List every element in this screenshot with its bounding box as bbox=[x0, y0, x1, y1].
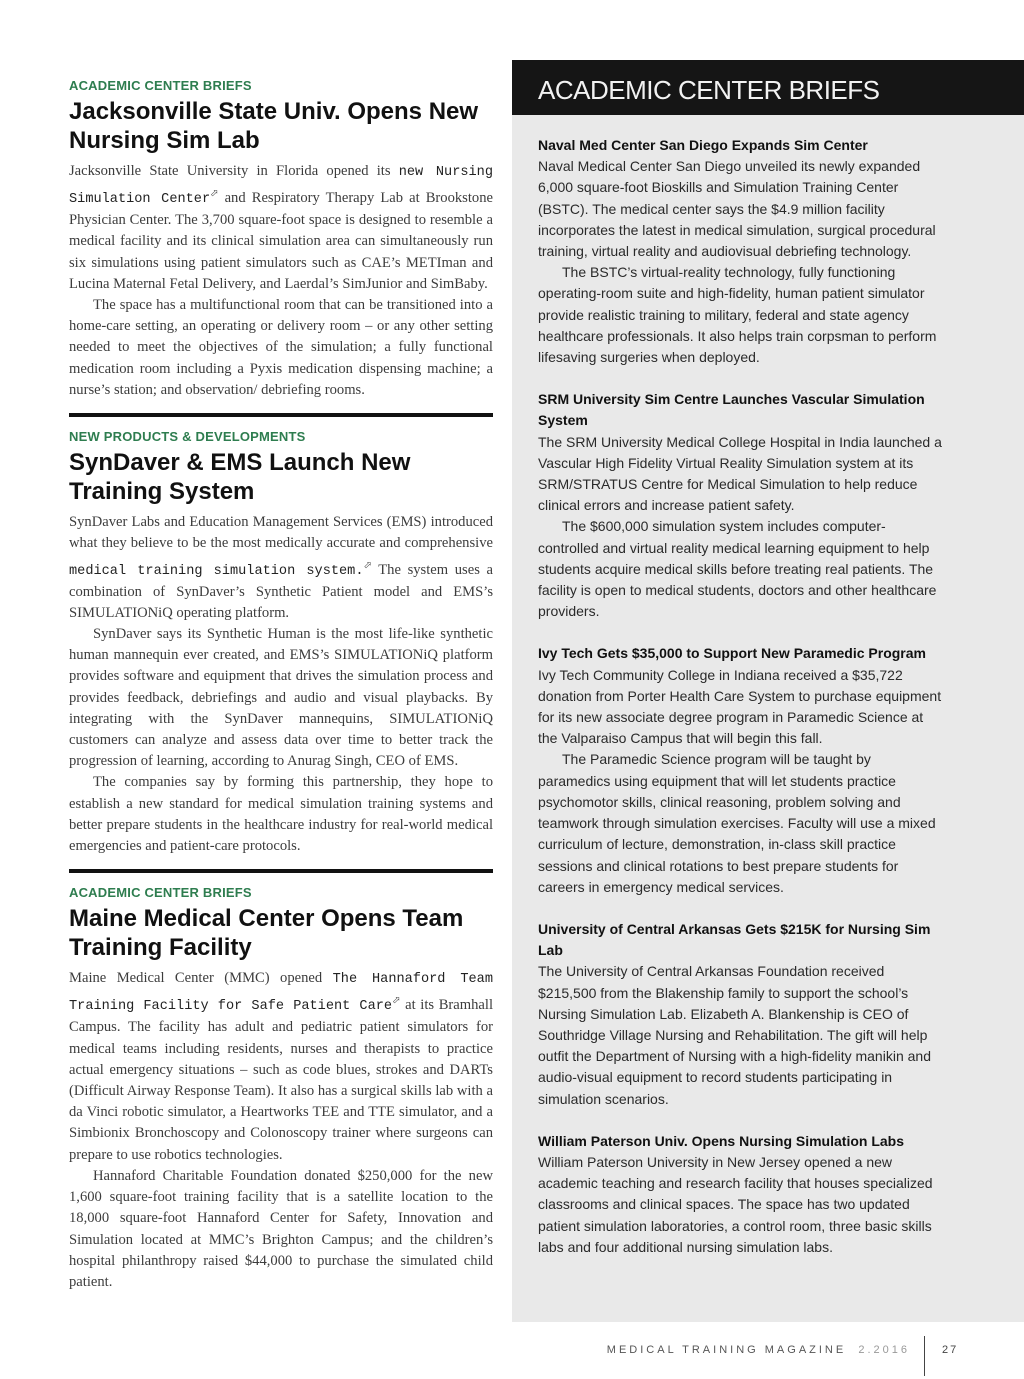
external-link-icon[interactable]: ⬀ bbox=[392, 995, 401, 1007]
article-headline: SynDaver & EMS Launch New Training System bbox=[69, 449, 411, 506]
article-syndaver bbox=[69, 429, 493, 857]
magazine-credit bbox=[607, 1344, 910, 1356]
page-number: 27 bbox=[942, 1344, 959, 1356]
brief-paragraph: The BSTC’s virtual-reality technology, fully functioning operating-room suite and high-fidelity, human patient simulator provide realistic training to military, federal and state agency healthcare professionals. It also helps train corpsman to perform lifesaving surgeries when deployed. bbox=[538, 264, 937, 366]
brief-item bbox=[538, 389, 942, 622]
article-maine-medical bbox=[69, 885, 493, 1293]
section-divider bbox=[69, 413, 493, 417]
magazine-name: MEDICAL TRAINING MAGAZINE bbox=[606, 1344, 847, 1356]
brief-paragraph: William Paterson University in New Jersey opened a new academic teaching and research facility that houses specialized classrooms and clinical spaces. The space has two updated patient simulation laboratories, a control room, three basic skills labs and four additional nursing simulation labs. bbox=[538, 1153, 933, 1255]
brief-title: SRM University Sim Centre Launches Vascular Simulation System bbox=[538, 391, 925, 429]
brief-title: Naval Med Center San Diego Expands Sim Center bbox=[538, 137, 868, 153]
external-link-icon[interactable]: ⬀ bbox=[363, 559, 372, 571]
external-link-icon[interactable]: ⬀ bbox=[210, 188, 219, 200]
article-paragraph: Jacksonville State University in Florida opened its new Nursing Simulation Center⬀ and Respiratory Therapy Lab at Brookstone Physician Center. The 3,700 square-foot space is designed to resemble a medical facility and its clinical simulation area can simultaneously run six simulations using patient simulators such as CAE’s METIman and Lucina Maternal Fetal Delivery, and Laerdal’s SimJunior and SimBaby. bbox=[69, 163, 493, 292]
section-divider bbox=[69, 869, 493, 873]
brief-list bbox=[512, 115, 1024, 1258]
article-jacksonville bbox=[69, 78, 493, 401]
brief-title: University of Central Arkansas Gets $215K for Nursing Sim Lab bbox=[538, 920, 931, 959]
brief-paragraph: The University of Central Arkansas Foundation received $215,500 from the Blakenship family to support the school’s Nursing Simulation Lab. Elizabeth A. Blankenship is CEO of Southridge Village Nursing and Rehabilitation. The gift will help outfit the Department of Nursing with a high-fidelity manikin and audio-visual equipment to record students participating in simulation scenarios. bbox=[538, 963, 931, 1107]
brief-paragraph: Naval Medical Center San Diego unveiled its newly expanded 6,000 square-foot Bioskills and Simulation Training Center (BSTC). The medical center says the $4.9 million facility incorporates the latest in medical simulation, surgical procedural training, virtual reality and audiovisual debriefing technology. bbox=[538, 158, 936, 260]
brief-item bbox=[538, 919, 942, 1110]
brief-paragraph: Ivy Tech Community College in Indiana received a $35,722 donation from Porter Health Care System to purchase equipment for its new associate degree program in Paramedic Science at the Valparaiso Campus that will begin this fall. bbox=[538, 666, 942, 747]
article-headline: Jacksonville State Univ. Opens New Nursing Sim Lab bbox=[69, 98, 479, 154]
hannaford-facility-link[interactable]: The Hannaford Team Training Facility for Safe Patient Care bbox=[69, 972, 493, 1015]
article-paragraph: Hannaford Charitable Foundation donated $250,000 for the new 1,600 square-foot training facility that is a satellite location to the 18,000 square-foot Hannaford Center for Safety, Innovation and Simulation located at MMC’s Brighton Campus; and the children’s hospital philanthropy raised $44,000 to purchase the simulated child patient. bbox=[69, 1167, 493, 1290]
article-paragraph: The companies say by forming this partnership, they hope to establish a new standard for medical simulation training systems and better prepare students in the healthcare industry for real-world medical emergencies and patient-care protocols. bbox=[69, 774, 493, 854]
briefs-sidebar bbox=[512, 60, 1024, 1322]
section-kicker: ACADEMIC CENTER BRIEFS bbox=[69, 78, 252, 93]
brief-item bbox=[538, 1131, 942, 1258]
brief-title: William Paterson Univ. Opens Nursing Simulation Labs bbox=[538, 1132, 905, 1149]
article-paragraph: SynDaver Labs and Education Management Services (EMS) introduced what they believe to be the most medically accurate and comprehensive medical training simulation system.⬀ The system uses a combination of SynDaver’s Synthetic Patient model and EMS’s SIMULATIONiQ operating platform. bbox=[69, 514, 493, 621]
nursing-simulation-center-link[interactable]: new Nursing Simulation Center bbox=[69, 165, 493, 208]
medical-training-simulation-system-link[interactable]: medical training simulation system. bbox=[69, 563, 364, 579]
brief-paragraph: The SRM University Medical College Hospital in India launched a Vascular High Fidelity Virtual Reality Simulation system at its SRM/STRATUS Centre for Medical Simulation to help reduce clinical errors and increase patient safety. bbox=[538, 433, 942, 514]
section-kicker: NEW PRODUCTS & DEVELOPMENTS bbox=[69, 429, 306, 445]
brief-title: Ivy Tech Gets $35,000 to Support New Paramedic Program bbox=[538, 645, 926, 662]
left-column bbox=[69, 78, 493, 1293]
article-paragraph: Maine Medical Center (MMC) opened The Hannaford Team Training Facility for Safe Patient Care⬀ at its Bramhall Campus. The facility has adult and pediatric patient simulators for medical teams including residents, nurses and therapists to practice actual emergency situations – such as code blues, strokes and DARTs (Difficult Airway Response Team). It also has a surgical skills lab with a da Vinci robotic simulator, a Heartworks TEE and TTE simulator, and a Simbionix Bronchoscopy and Colonoscopy trainer where surgeons can prepare to use robotics technologies. bbox=[69, 970, 493, 1163]
sidebar-header: ACADEMIC CENTER BRIEFS bbox=[512, 60, 1024, 115]
section-kicker: ACADEMIC CENTER BRIEFS bbox=[69, 885, 252, 901]
page-footer bbox=[0, 1336, 1024, 1376]
issue-date: 2.2016 bbox=[858, 1344, 910, 1356]
brief-item bbox=[538, 643, 942, 897]
article-paragraph: SynDaver says its Synthetic Human is the most life-like synthetic human mannequin ever created, and EMS’s SIMULATIONiQ platform provides software and equipment that drives the simulation process and provides feedback, debriefings and audio and visual playbacks. By integrating with the SynDaver mannequins, SIMULATIONiQ customers can analyze and assess data over time to better track the progression of learning, according to Anurag Singh, CEO of EMS. bbox=[69, 625, 493, 770]
brief-paragraph: The Paramedic Science program will be taught by paramedics using equipment that will let students practice psychomotor skills, clinical reasoning, problem solving and teamwork through simulation exercises. Faculty will use a mixed curriculum of lecture, demonstration, in-class skill practice sessions and clinical rotations to best prepare students for careers in emergency medical services. bbox=[538, 751, 936, 895]
brief-item bbox=[538, 135, 942, 368]
footer-divider bbox=[924, 1336, 925, 1376]
brief-paragraph: The $600,000 simulation system includes computer-controlled and virtual reality medical learning equipment to help students acquire medical skills before treating real patients. The facility is open to medical students, doctors and other healthcare providers. bbox=[538, 518, 937, 620]
article-paragraph: The space has a multifunctional room that can be transitioned into a home-care setting, an operating or delivery room – or any other setting needed to meet the objectives of the simulation; a fully functional medication room including a Pyxis medication dispensing machine; a nurse’s station; and observation/ debriefing rooms. bbox=[69, 297, 493, 398]
article-headline: Maine Medical Center Opens Team Training Facility bbox=[69, 905, 464, 962]
